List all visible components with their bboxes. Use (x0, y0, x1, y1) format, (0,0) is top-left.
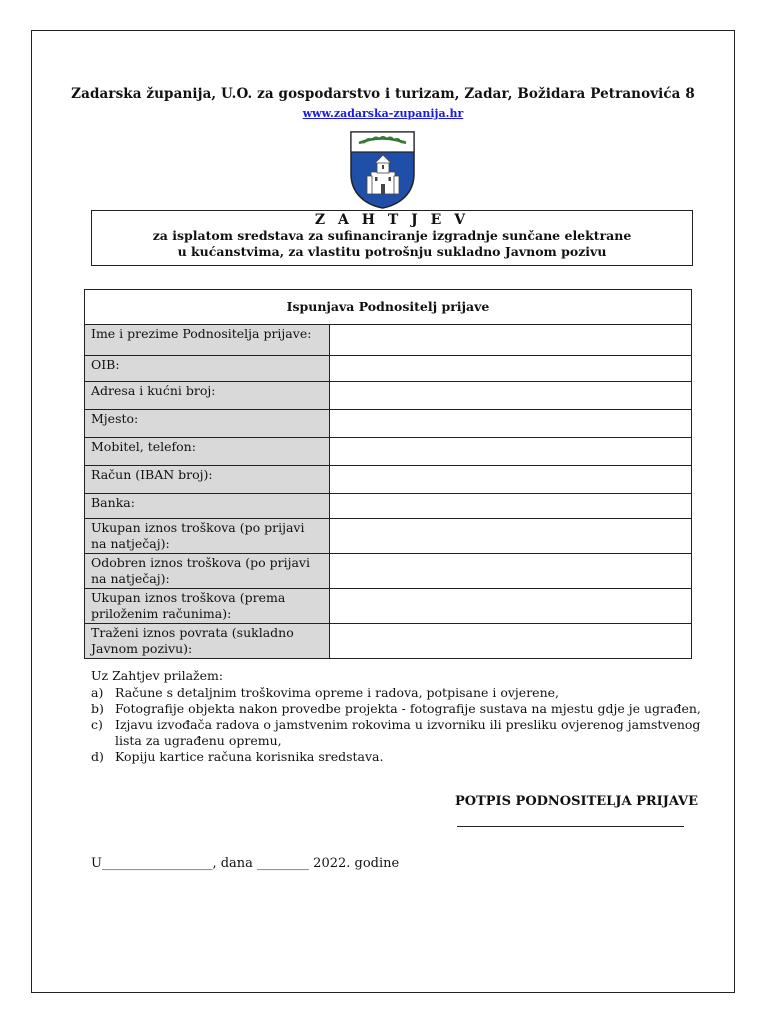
form-label-approved-cost: Odobren iznos troškova (po prijavi na natječaj): (85, 554, 330, 589)
form-label-oib: OIB: (85, 356, 330, 382)
list-item (91, 685, 701, 701)
list-item-text: Fotografije objekta nakon provedbe projekta - fotografije sustava na mjestu gdje je ugrađen, (115, 701, 701, 716)
coat-of-arms-icon (349, 130, 416, 210)
form-field-invoiced-cost[interactable] (330, 589, 692, 624)
form-label-iban: Račun (IBAN broj): (85, 466, 330, 494)
document-title: Z A H T J E V (314, 212, 470, 228)
form-field-oib[interactable] (330, 356, 692, 382)
document-subtitle-line-1: za isplatom sredstava za sufinanciranje izgradnje sunčane elektrane (152, 228, 632, 243)
title-box (91, 210, 693, 266)
form-label-phone: Mobitel, telefon: (85, 438, 330, 466)
form-field-bank[interactable] (330, 494, 692, 519)
list-item-letter: b) (91, 701, 104, 716)
form-field-city[interactable] (330, 410, 692, 438)
form-field-name[interactable] (330, 325, 692, 356)
list-item-text: Račune s detaljnim troškovima opreme i radova, potpisane i ovjerene, (115, 685, 559, 700)
list-item (91, 717, 701, 749)
form-label-bank: Banka: (85, 494, 330, 519)
list-item (91, 701, 701, 717)
signature-line[interactable] (457, 826, 684, 827)
form-table-header: Ispunjava Podnositelj prijave (85, 290, 692, 325)
signature-label: POTPIS PODNOSITELJA PRIJAVE (455, 794, 699, 809)
county-website-link[interactable]: www.zadarska-zupanija.hr (302, 107, 464, 120)
form-label-invoiced-cost: Ukupan iznos troškova (prema priloženim računima): (85, 589, 330, 624)
list-item-letter: c) (91, 717, 103, 732)
list-item-text: Kopiju kartice računa korisnika sredstava. (115, 749, 384, 764)
form-field-address[interactable] (330, 382, 692, 410)
list-item-letter: a) (91, 685, 104, 700)
document-header (31, 86, 735, 121)
place-date-line[interactable]: U_________________, dana ________ 2022. godine (91, 856, 400, 871)
form-field-iban[interactable] (330, 466, 692, 494)
form-label-total-cost: Ukupan iznos troškova (po prijavi na natječaj): (85, 519, 330, 554)
form-field-refund-amount[interactable] (330, 624, 692, 659)
form-field-total-cost[interactable] (330, 519, 692, 554)
form-label-name: Ime i prezime Podnositelja prijave: (85, 325, 330, 356)
form-field-phone[interactable] (330, 438, 692, 466)
applicant-form-table (84, 289, 692, 659)
list-item-text: Izjavu izvođača radova o jamstvenim rokovima u izvorniku ili presliku ovjerenog jamstvenog lista za ugrađenu opremu, (115, 717, 701, 748)
form-label-address: Adresa i kućni broj: (85, 382, 330, 410)
header-title: Zadarska županija, U.O. za gospodarstvo i turizam, Zadar, Božidara Petranovića 8 (71, 86, 695, 102)
list-item-letter: d) (91, 749, 104, 764)
form-field-approved-cost[interactable] (330, 554, 692, 589)
form-label-refund-amount: Traženi iznos povrata (sukladno Javnom pozivu): (85, 624, 330, 659)
document-subtitle-line-2: u kućanstvima, za vlastitu potrošnju sukladno Javnom pozivu (177, 244, 607, 259)
form-label-city: Mjesto: (85, 410, 330, 438)
attachments-intro: Uz Zahtjev prilažem: (91, 668, 224, 683)
list-item (91, 749, 701, 765)
attachments-section (91, 668, 701, 765)
